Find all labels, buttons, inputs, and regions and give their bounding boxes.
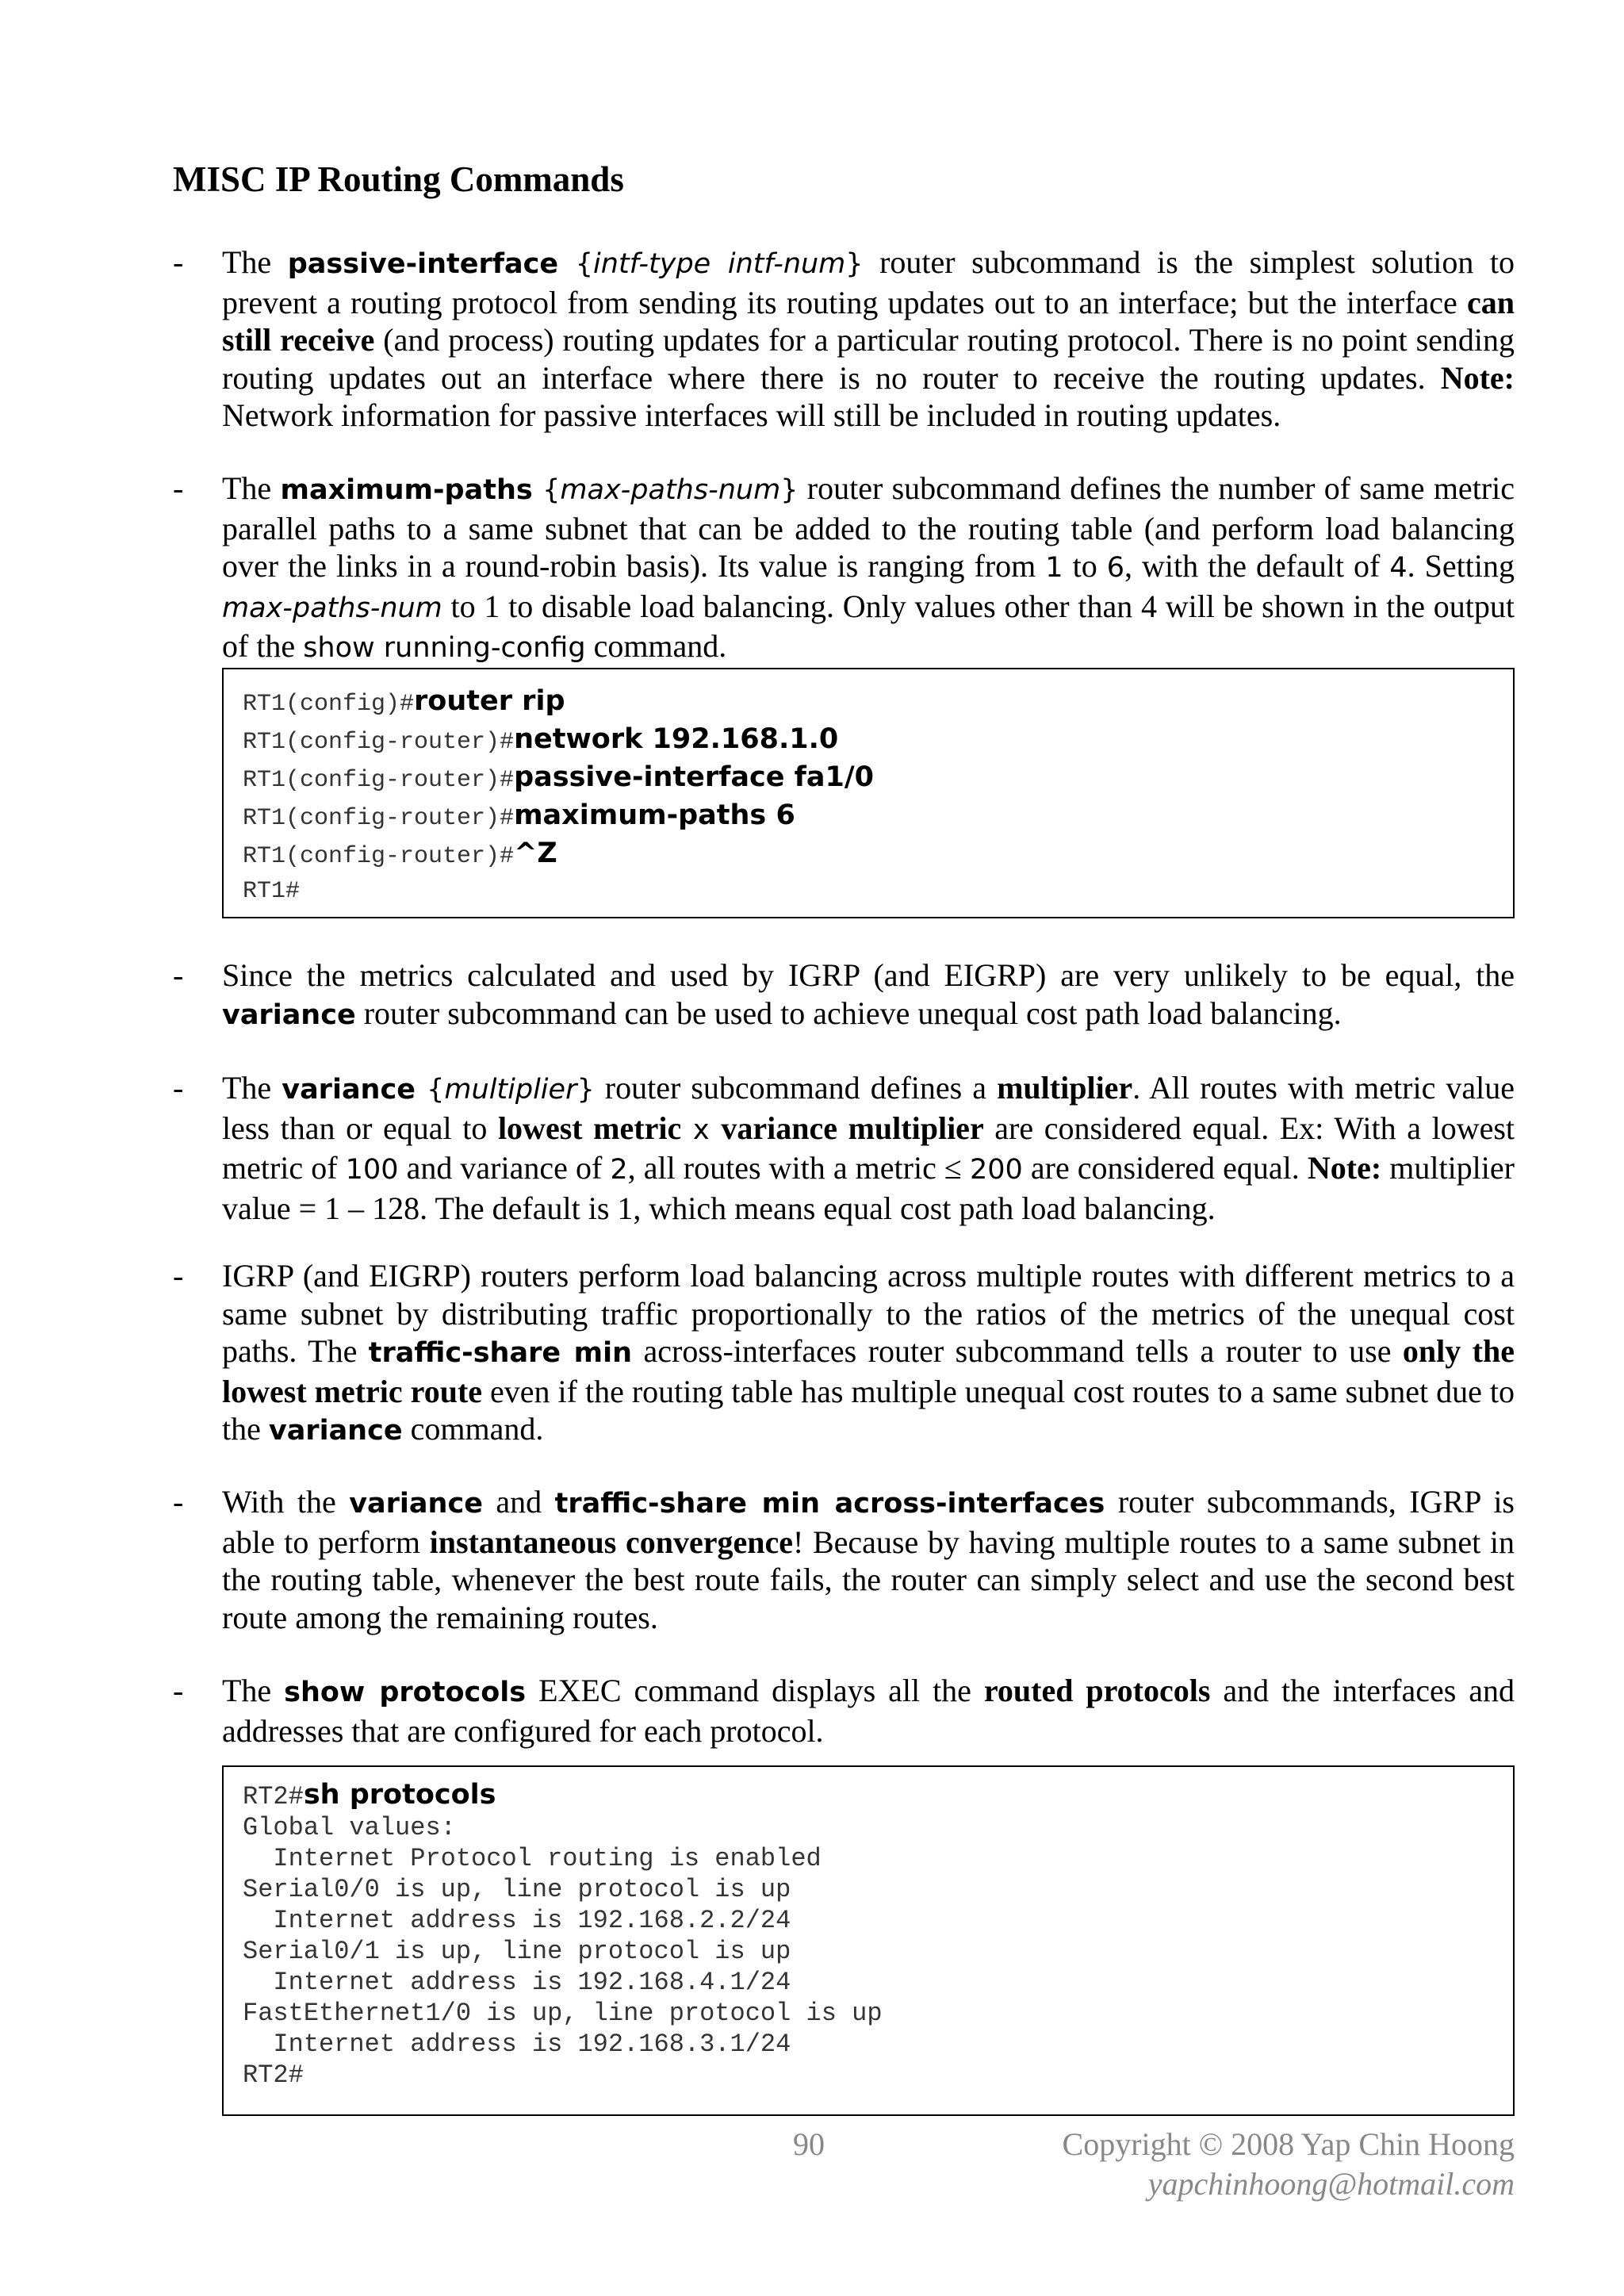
bullet-text-run: Since the metrics calculated and used by IGRP (and EIGRP) are very unlikely to be equal, the — [222, 957, 1515, 993]
bullet-text-run: lowest metric — [497, 1110, 682, 1146]
code-prompt: Internet Protocol routing is enabled — [243, 1844, 822, 1873]
bullet-text-run: routed protocols — [983, 1673, 1211, 1708]
page-title: MISC IP Routing Commands — [173, 159, 624, 199]
code-block-show-protocols — [222, 1765, 1515, 2116]
bullet-text-run: The — [222, 470, 281, 506]
bullet-dash: - — [173, 1070, 184, 1106]
bullet-convergence — [173, 1483, 1515, 1636]
code-prompt: Internet address is 192.168.4.1/24 — [243, 1968, 791, 1997]
bullet-text-run: intf-type intf-num — [593, 248, 846, 280]
bullet-text-run: are considered equal. — [1022, 1150, 1308, 1186]
bullet-text — [222, 956, 1515, 1034]
bullet-text-run: { — [558, 248, 594, 280]
page-number: 90 — [793, 2126, 825, 2162]
bullet-text-run: ! Because by having multiple routes to a same subnet in the routing table, whenever the best route fails, the router can simply select and use the second best route among the remaining routes. — [222, 1524, 1515, 1635]
bullet-maximum-paths — [173, 470, 1515, 668]
bullet-text-run: are considered equal. Ex: With a lowest metric of — [222, 1110, 1515, 1186]
bullet-text-run: , all routes with a metric ≤ — [627, 1150, 970, 1186]
bullet-text-run: traffic-share min — [368, 1337, 633, 1370]
code-line — [243, 1780, 1494, 1812]
code-prompt: Serial0/0 is up, line protocol is up — [243, 1875, 791, 1904]
code-command: passive-interface fa1/0 — [514, 761, 874, 793]
bullet-text-run: 200 — [969, 1154, 1023, 1186]
code-command: sh protocols — [303, 1779, 496, 1811]
bullet-text-run: 2 — [610, 1154, 628, 1186]
bullet-text-run: variance — [282, 1074, 416, 1106]
code-line — [243, 1812, 1494, 1843]
bullet-text-run: max-paths-num — [222, 592, 442, 624]
bullet-text-run: The — [222, 1673, 285, 1708]
bullet-dash: - — [173, 1258, 184, 1294]
code-command: network 192.168.1.0 — [514, 723, 839, 755]
bullet-text-run: } — [576, 1074, 595, 1106]
bullet-show-protocols — [173, 1672, 1515, 1750]
bullet-text-run: 100 — [345, 1154, 399, 1186]
bullet-text-run: multiplier — [997, 1070, 1133, 1106]
code-prompt: RT1(config-router)# — [243, 805, 515, 832]
bullet-text-run: EXEC command displays all the — [526, 1673, 984, 1708]
bullet-text-run: to 1 to disable load balancing. Only values other than 4 will be shown in the output of the — [222, 588, 1515, 665]
code-prompt: Global values: — [243, 1813, 456, 1842]
bullet-text-run: 1 — [1045, 552, 1063, 585]
code-line — [243, 836, 1494, 874]
bullet-text-run: router subcommand defines the number of same metric parallel paths to a same subnet that can be added to the routing table (and perform load balancing over the links in a round-robin basis). Its value is ranging from — [222, 470, 1515, 585]
code-line — [243, 2029, 1494, 2060]
bullet-text-run: router subcommands, IGRP is able to perform — [222, 1484, 1515, 1560]
bullet-text-run: maximum-paths — [280, 474, 533, 506]
bullet-text-run: 4 — [1389, 552, 1408, 585]
bullet-text-run: variance — [268, 1415, 403, 1447]
bullet-dash: - — [173, 1673, 184, 1708]
code-line — [243, 1967, 1494, 1998]
bullet-text — [222, 1069, 1515, 1227]
bullet-text — [222, 1483, 1515, 1636]
bullet-text-run: } — [780, 474, 799, 506]
code-prompt: RT2# — [243, 1782, 304, 1811]
bullet-text-run: can still receive — [222, 284, 1515, 358]
bullet-text-run: IGRP (and EIGRP) routers perform load balancing across multiple routes with different metrics to a same subnet by distributing traffic proportionally to the ratios of the metrics of the unequal cost paths. The — [222, 1258, 1515, 1370]
bullet-text-run: even if the routing table has multiple unequal cost routes to a same subnet due to the — [222, 1373, 1515, 1447]
bullet-text-run: (and process) routing updates for a particular routing protocol. There is no point sending routing updates out an interface where there is no router to receive the routing updates. — [222, 322, 1515, 396]
code-prompt: RT1(config-router)# — [243, 729, 515, 756]
bullet-dash: - — [173, 244, 184, 280]
bullet-text-run: router subcommand defines a — [594, 1070, 998, 1106]
bullet-text-run: Note: — [1307, 1150, 1382, 1186]
bullet-text-run: . Setting — [1407, 548, 1515, 585]
bullet-variance-intro — [173, 956, 1515, 1034]
bullet-text-run: With the — [222, 1484, 350, 1520]
code-command: router rip — [414, 685, 565, 717]
bullet-text-run: Note: — [1440, 359, 1515, 396]
bullet-text-run: and variance of — [398, 1150, 611, 1186]
code-prompt: RT1(config-router)# — [243, 767, 515, 794]
bullet-text-run: Network information for passive interfaces will still be included in routing updates. — [222, 397, 1281, 434]
code-command: ^Z — [514, 838, 557, 869]
bullet-text-run: router subcommand can be used to achieve unequal cost path load balancing. — [355, 995, 1342, 1031]
code-line — [243, 722, 1494, 760]
bullet-text-run: command. — [585, 628, 727, 665]
bullet-text-run: multiplier — [444, 1074, 577, 1106]
bullet-text-run: only the lowest metric route — [222, 1333, 1515, 1409]
bullet-text-run: variance — [349, 1488, 483, 1520]
bullet-passive-interface — [173, 243, 1515, 435]
code-block-rip-config — [222, 668, 1515, 918]
bullet-text — [222, 1257, 1515, 1451]
code-line — [243, 874, 1494, 909]
code-line — [243, 684, 1494, 722]
bullet-text-run: to — [1063, 548, 1107, 585]
bullet-variance-multiplier — [173, 1069, 1515, 1227]
bullet-dash: - — [173, 957, 184, 993]
bullet-text-run: variance multiplier — [721, 1110, 984, 1146]
code-line — [243, 1936, 1494, 1967]
code-line — [243, 2060, 1494, 2091]
bullet-text-run: . All routes with metric value less than or equal to — [222, 1070, 1515, 1146]
bullet-text-run: The — [222, 1070, 282, 1106]
bullet-text-run: variance — [222, 999, 356, 1031]
code-prompt: Internet address is 192.168.3.1/24 — [243, 2030, 791, 2059]
code-prompt: FastEthernet1/0 is up, line protocol is up — [243, 1999, 883, 2028]
bullet-text-run: max-paths-num — [560, 474, 781, 506]
bullet-text-run: The — [222, 244, 288, 280]
bullet-dash: - — [173, 470, 184, 506]
code-prompt: Serial0/1 is up, line protocol is up — [243, 1937, 791, 1966]
bullet-text-run: 6 — [1106, 552, 1124, 585]
code-line — [243, 1874, 1494, 1905]
bullet-dash: - — [173, 1484, 184, 1520]
bullet-text-run: command. — [402, 1411, 544, 1447]
bullet-text-run: } — [845, 248, 864, 280]
code-line — [243, 1905, 1494, 1936]
bullet-text-run: instantaneous convergence — [429, 1524, 793, 1560]
bullet-text-run: router subcommand is the simplest solution to prevent a routing protocol from sending its routing updates out to an interface; but the interface — [222, 244, 1515, 320]
bullet-text-run: show protocols — [284, 1677, 527, 1708]
code-command: maximum-paths 6 — [514, 799, 795, 831]
code-prompt: RT1(config)# — [243, 691, 415, 718]
bullet-text-run: show running-config — [303, 632, 586, 665]
bullet-text-run: { — [532, 474, 561, 506]
bullet-text-run: and the interfaces and addresses that are configured for each protocol. — [222, 1673, 1515, 1749]
author-email: yapchinhoong@hotmail.com — [1147, 2166, 1515, 2202]
bullet-text-run: traffic-share min across-interfaces — [554, 1488, 1105, 1520]
code-line — [243, 760, 1494, 798]
bullet-text — [222, 470, 1515, 668]
code-line — [243, 1843, 1494, 1874]
bullet-text-run: { — [415, 1074, 445, 1106]
code-line — [243, 798, 1494, 836]
bullet-traffic-share — [173, 1257, 1515, 1451]
bullet-text-run: across-interfaces router subcommand tells a router to use — [632, 1333, 1403, 1370]
bullet-text-run: x — [681, 1114, 722, 1146]
code-prompt: RT2# — [243, 2060, 304, 2090]
bullet-text — [222, 1672, 1515, 1750]
code-prompt: RT1# — [243, 878, 301, 905]
bullet-text-run: , with the default of — [1124, 548, 1390, 585]
copyright-text: Copyright © 2008 Yap Chin Hoong — [1062, 2126, 1515, 2162]
bullet-text — [222, 243, 1515, 435]
bullet-text-run: multiplier value = 1 – 128. The default is 1, which means equal cost path load balancing. — [222, 1150, 1515, 1226]
code-prompt: Internet address is 192.168.2.2/24 — [243, 1906, 791, 1935]
code-prompt: RT1(config-router)# — [243, 843, 515, 870]
bullet-text-run: passive-interface — [287, 248, 559, 280]
bullet-text-run: and — [482, 1484, 555, 1520]
code-line — [243, 1998, 1494, 2029]
